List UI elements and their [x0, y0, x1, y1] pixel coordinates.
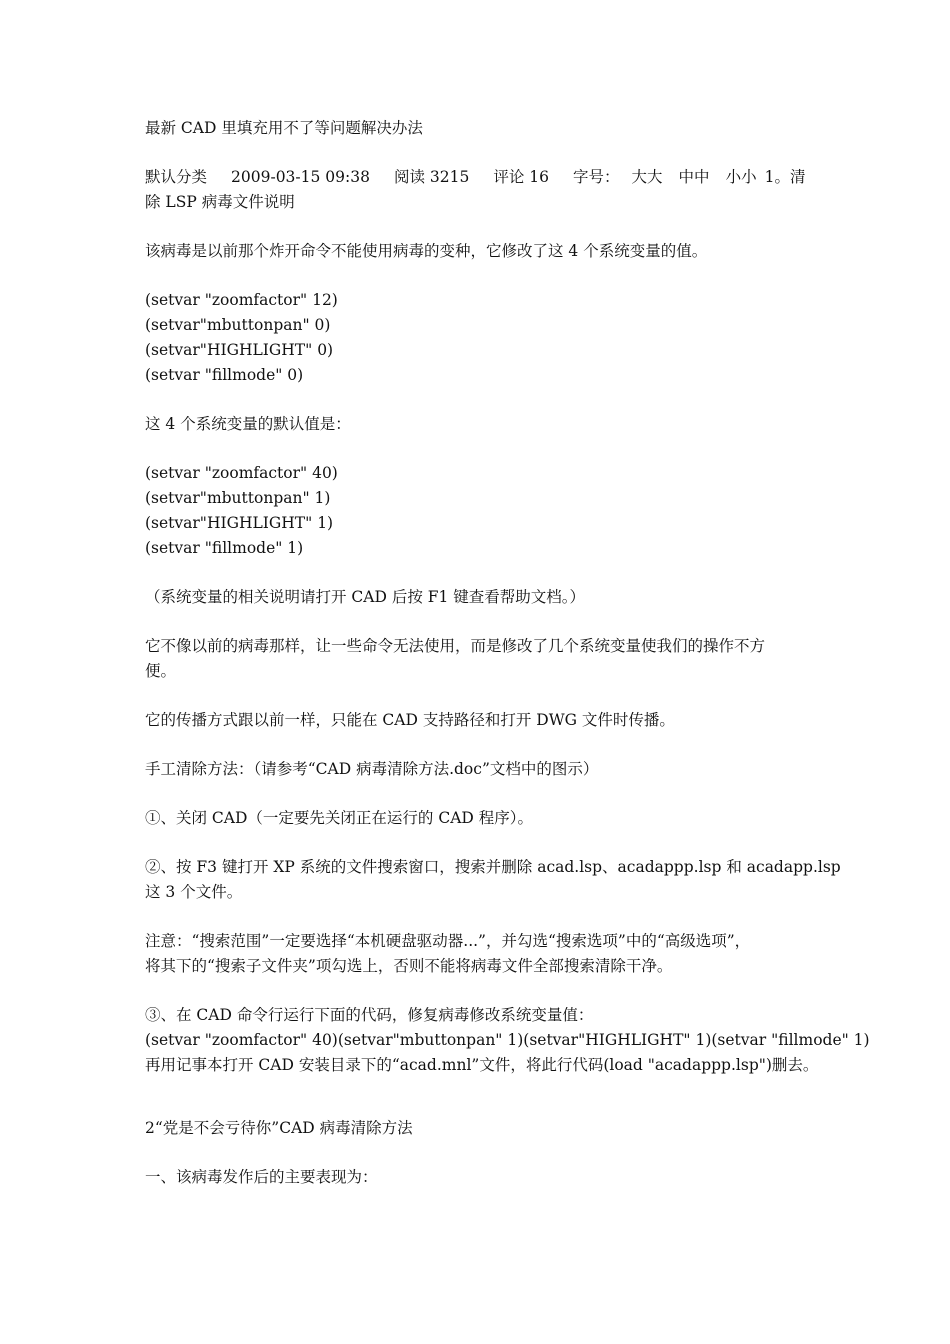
font-size-large-link[interactable]: 大大	[631, 168, 663, 186]
code-line: (setvar"HIGHLIGHT" 0)	[145, 341, 334, 359]
code-line: (setvar"HIGHLIGHT" 1)	[145, 514, 334, 532]
section-gap	[145, 1078, 810, 1116]
code-line: (setvar"mbuttonpan" 0)	[145, 316, 331, 334]
font-size-medium-link[interactable]: 中中	[678, 168, 710, 186]
text-line: 便。	[145, 662, 177, 680]
text-line: 再用记事本打开 CAD 安装目录下的“acad.mnl”文件，将此行代码(load "acadappp.lsp")删去。	[145, 1056, 819, 1074]
code-line: (setvar "zoomfactor" 40)(setvar"mbuttonpan" 1)(setvar"HIGHLIGHT" 1)(setvar "fillmode" 1)	[145, 1031, 870, 1049]
paragraph-search-note	[145, 929, 810, 979]
text-line: 这 3 个文件。	[145, 883, 243, 901]
post-comments: 评论 16	[493, 168, 550, 186]
paragraph-behavior	[145, 634, 810, 684]
post-reads: 阅读 3215	[393, 168, 470, 186]
paragraph-manual-removal: 手工清除方法：（请参考“CAD 病毒清除方法.doc”文档中的图示）	[145, 760, 599, 778]
text-line: ③、在 CAD 命令行运行下面的代码，修复病毒修改系统变量值：	[145, 1006, 594, 1024]
text-line: 将其下的“搜索子文件夹”项勾选上，否则不能将病毒文件全部搜索清除干净。	[145, 957, 673, 975]
step-three	[145, 1003, 870, 1078]
font-size-label: 字号：	[573, 168, 620, 186]
post-datetime: 2009-03-15 09:38	[231, 168, 370, 186]
step-one: ①、关闭 CAD（一定要先关闭正在运行的 CAD 程序）。	[145, 809, 533, 827]
paragraph-defaults-heading: 这 4 个系统变量的默认值是：	[145, 415, 351, 433]
text-line: 注意：“搜索范围”一定要选择“本机硬盘驱动器...”，并勾选“搜索选项”中的“高级选项”，	[145, 932, 751, 950]
post-meta	[145, 165, 810, 215]
code-line: (setvar "fillmode" 1)	[145, 539, 304, 557]
font-size-small-link[interactable]: 小小	[725, 168, 757, 186]
code-block-default	[145, 461, 810, 561]
subsection-heading: 一、该病毒发作后的主要表现为：	[145, 1168, 378, 1186]
code-line: (setvar "zoomfactor" 40)	[145, 464, 338, 482]
lead-text-start: 1。清	[764, 168, 806, 186]
post-category: 默认分类	[145, 168, 208, 186]
text-line: 它不像以前的病毒那样，让一些命令无法使用，而是修改了几个系统变量使我们的操作不方	[145, 637, 766, 655]
paragraph-help-note: （系统变量的相关说明请打开 CAD 后按 F1 键查看帮助文档。）	[145, 588, 586, 606]
section-heading: 2“党是不会亏待你”CAD 病毒清除方法	[145, 1119, 413, 1137]
step-two	[145, 855, 841, 905]
lead-text-continuation: 除 LSP 病毒文件说明	[145, 193, 295, 211]
code-line: (setvar"mbuttonpan" 1)	[145, 489, 331, 507]
code-block-modified	[145, 288, 810, 388]
code-line: (setvar "zoomfactor" 12)	[145, 291, 338, 309]
paragraph-spread: 它的传播方式跟以前一样，只能在 CAD 支持路径和打开 DWG 文件时传播。	[145, 711, 675, 729]
code-line: (setvar "fillmode" 0)	[145, 366, 304, 384]
text-line: ②、按 F3 键打开 XP 系统的文件搜索窗口，搜索并删除 acad.lsp、acadappp.lsp 和 acadapp.lsp	[145, 858, 841, 876]
document-title: 最新 CAD 里填充用不了等问题解决办法	[145, 119, 423, 137]
document-page	[145, 116, 870, 1214]
paragraph-intro: 该病毒是以前那个炸开命令不能使用病毒的变种，它修改了这 4 个系统变量的值。	[145, 242, 708, 260]
